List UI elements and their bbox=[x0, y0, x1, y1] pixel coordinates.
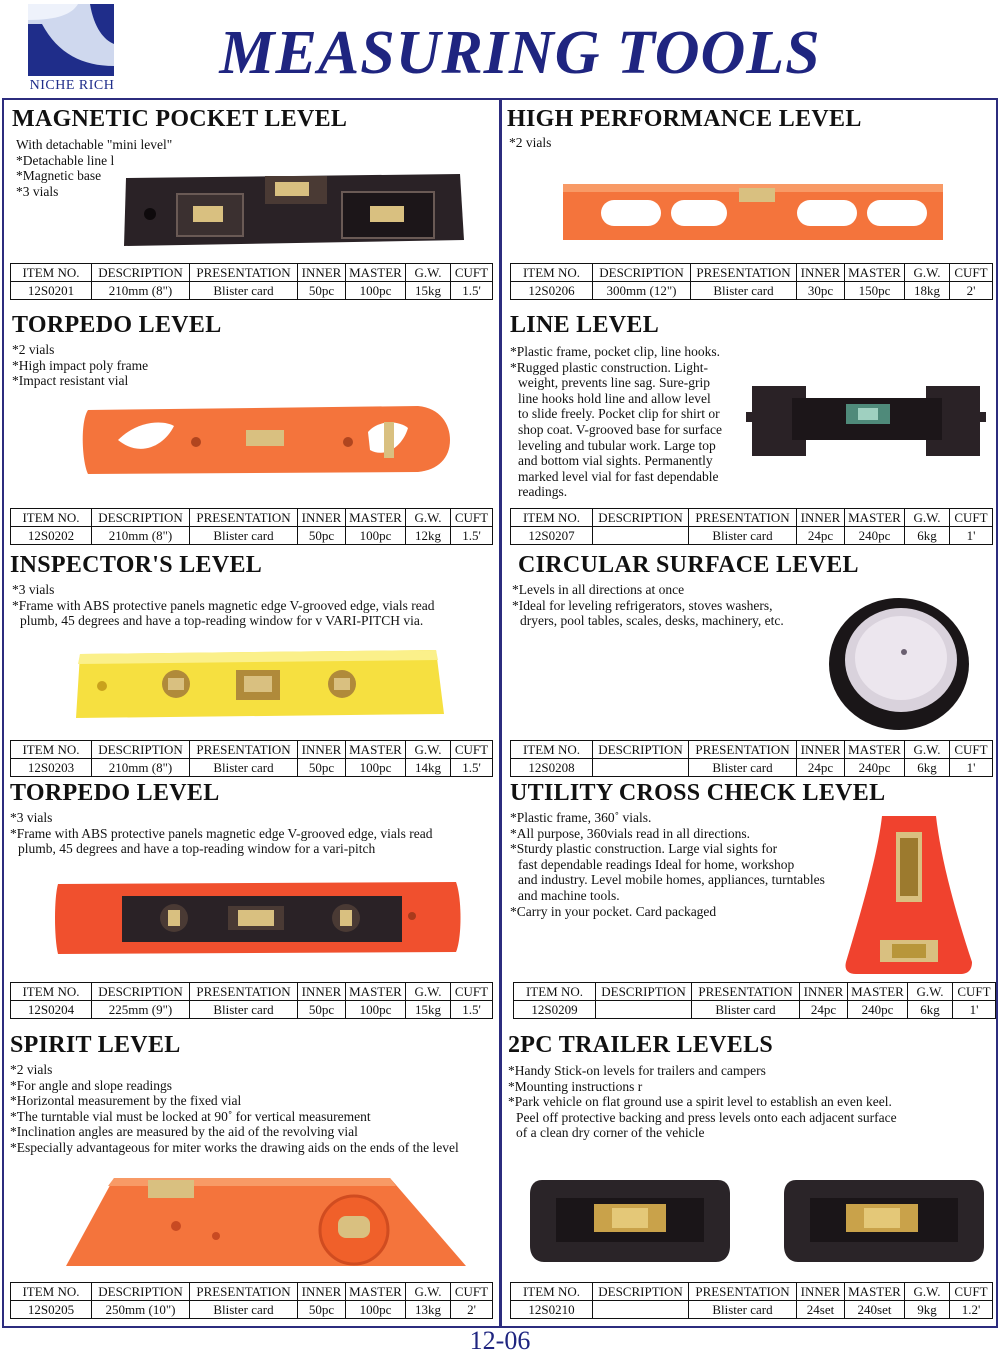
table-header-row: ITEM NO. DESCRIPTION PRESENTATION INNER MASTER G.W. CUFT bbox=[11, 1283, 493, 1301]
torpedo-level-image bbox=[78, 402, 454, 476]
product-title: 2PC TRAILER LEVELS bbox=[508, 1032, 774, 1058]
spec-table-12S0205 bbox=[10, 1282, 493, 1319]
table-row: 12S0203 210mm (8") Blister card 50pc 100pc 14kg 1.5' bbox=[11, 759, 493, 777]
product-description: *Plastic frame, 360˚ vials. *All purpose, 360vials read in all directions. *Sturdy plastic construction. Large vial sights for fast dependable readings Ideal for home, workshop and industry. Level mobile homes, appliances, turntables and machine tools. *Carry in your pocket. Card packaged bbox=[510, 810, 825, 919]
page-header bbox=[0, 0, 1000, 98]
product-title: HIGH PERFORMANCE LEVEL bbox=[507, 106, 862, 132]
table-header-row: ITEM NO. DESCRIPTION PRESENTATION INNER MASTER G.W. CUFT bbox=[11, 741, 493, 759]
column-divider bbox=[499, 98, 502, 1328]
torpedo-level-2-image bbox=[52, 878, 464, 958]
product-description: *Levels in all directions at once *Ideal for leveling refrigerators, stoves washers, dryers, pool tables, scales, desks, machinery, etc. bbox=[512, 582, 784, 629]
product-torpedo-level bbox=[12, 312, 496, 508]
page-title: MEASURING TOOLS bbox=[219, 19, 821, 87]
product-description: With detachable "mini level" *Detachable line l *Magnetic base *3 vials bbox=[16, 137, 173, 199]
product-circular-surface-level bbox=[510, 552, 996, 738]
product-description: *2 vials *High impact poly frame *Impact resistant vial bbox=[12, 342, 149, 389]
spec-table-12S0204 bbox=[10, 982, 493, 1019]
table-row: 12S0206 300mm (12") Blister card 30pc 150pc 18kg 2' bbox=[511, 282, 993, 300]
table-row: 12S0202 210mm (8") Blister card 50pc 100pc 12kg 1.5' bbox=[11, 527, 493, 545]
table-row: 12S0204 225mm (9") Blister card 50pc 100pc 15kg 1.5' bbox=[11, 1001, 493, 1019]
product-title: INSPECTOR'S LEVEL bbox=[10, 552, 263, 578]
table-header-row: ITEM NO. DESCRIPTION PRESENTATION INNER MASTER G.W. CUFT bbox=[11, 264, 493, 282]
spec-table-12S0202 bbox=[10, 508, 493, 545]
logo-wave-icon bbox=[28, 4, 114, 76]
table-header-row: ITEM NO. DESCRIPTION PRESENTATION INNER MASTER G.W. CUFT bbox=[11, 509, 493, 527]
spec-table-12S0201 bbox=[10, 263, 493, 300]
magnetic-pocket-level-image bbox=[120, 168, 466, 250]
spec-table-12S0208 bbox=[510, 740, 993, 777]
product-torpedo-level-2 bbox=[10, 780, 496, 980]
table-row: 12S0207 Blister card 24pc 240pc 6kg 1' bbox=[511, 527, 993, 545]
spec-table-12S0210 bbox=[510, 1282, 993, 1319]
table-row: 12S0205 250mm (10") Blister card 50pc 100pc 13kg 2' bbox=[11, 1301, 493, 1319]
high-performance-level-image bbox=[561, 178, 945, 244]
product-description: *Handy Stick-on levels for trailers and campers *Mounting instructions r *Park vehicle on flat ground use a spirit level to establish an even keel. Peel off protective backing and press levels onto each adjacent surface of a clean dry corner of the vehicle bbox=[508, 1063, 897, 1141]
product-description: *3 vials *Frame with ABS protective panels magnetic edge V-grooved edge, vials read plumb, 45 degrees and have a top-reading window for a vari-pitch bbox=[10, 810, 433, 857]
product-title: CIRCULAR SURFACE LEVEL bbox=[518, 552, 859, 578]
product-title: MAGNETIC POCKET LEVEL bbox=[12, 106, 348, 132]
trailer-level-image-1 bbox=[528, 1174, 732, 1266]
product-line-level bbox=[510, 312, 996, 508]
utility-cross-check-level-image bbox=[842, 812, 976, 976]
product-description: *2 vials bbox=[509, 135, 552, 150]
product-title: SPIRIT LEVEL bbox=[10, 1032, 181, 1058]
table-row: 12S0209 Blister card 24pc 240pc 6kg 1' bbox=[514, 1001, 996, 1019]
table-header-row: ITEM NO. DESCRIPTION PRESENTATION INNER MASTER G.W. CUFT bbox=[511, 509, 993, 527]
product-title: LINE LEVEL bbox=[510, 312, 660, 338]
spec-table-12S0206 bbox=[510, 263, 993, 300]
table-header-row: ITEM NO. DESCRIPTION PRESENTATION INNER MASTER G.W. CUFT bbox=[511, 1283, 993, 1301]
spec-table-12S0207 bbox=[510, 508, 993, 545]
product-title: TORPEDO LEVEL bbox=[10, 780, 220, 806]
product-title: UTILITY CROSS CHECK LEVEL bbox=[510, 780, 886, 806]
table-header-row: ITEM NO. DESCRIPTION PRESENTATION INNER MASTER G.W. CUFT bbox=[514, 983, 996, 1001]
product-title: TORPEDO LEVEL bbox=[12, 312, 222, 338]
inspectors-level-image bbox=[72, 648, 448, 722]
product-utility-cross-check-level bbox=[510, 780, 996, 980]
table-header-row: ITEM NO. DESCRIPTION PRESENTATION INNER MASTER G.W. CUFT bbox=[11, 983, 493, 1001]
spirit-level-image bbox=[64, 1170, 468, 1274]
product-description: *3 vials *Frame with ABS protective panels magnetic edge V-grooved edge, vials read plumb, 45 degrees and have a top-reading window for v VARI-PITCH via. bbox=[12, 582, 435, 629]
circular-surface-level-image bbox=[826, 594, 972, 734]
niche-rich-logo bbox=[22, 4, 122, 96]
table-header-row: ITEM NO. DESCRIPTION PRESENTATION INNER MASTER G.W. CUFT bbox=[511, 264, 993, 282]
table-row: 12S0208 Blister card 24pc 240pc 6kg 1' bbox=[511, 759, 993, 777]
table-header-row: ITEM NO. DESCRIPTION PRESENTATION INNER MASTER G.W. CUFT bbox=[511, 741, 993, 759]
product-description: *2 vials *For angle and slope readings *Horizontal measurement by the fixed vial *The turntable vial must be locked at 90˚ for vertical measurement *Inclination angles are measured by the aid of the revolving vial *Especially advantageous for miter works the drawing aids on the ends of the level bbox=[10, 1062, 459, 1155]
spec-table-12S0203 bbox=[10, 740, 493, 777]
table-row: 12S0201 210mm (8") Blister card 50pc 100pc 15kg 1.5' bbox=[11, 282, 493, 300]
line-level-image bbox=[746, 374, 986, 472]
trailer-level-image-2 bbox=[782, 1174, 986, 1266]
product-description: *Plastic frame, pocket clip, line hooks. *Rugged plastic construction. Light- weight, prevents line sag. Sure-grip line hooks hold line and allow level to slide freely. Pocket clip for shirt or shop coat. V-grooved base for surface leveling and tubular work. Large top and bottom vial sights. Permanently marked level vial for fast dependable readings. bbox=[510, 344, 722, 500]
product-spirit-level bbox=[10, 1032, 498, 1282]
page-number: 12-06 bbox=[469, 1326, 531, 1353]
spec-table-12S0209 bbox=[513, 982, 996, 1019]
product-inspectors-level bbox=[10, 552, 496, 738]
table-row: 12S0210 Blister card 24set 240set 9kg 1.2' bbox=[511, 1301, 993, 1319]
product-2pc-trailer-levels bbox=[508, 1032, 996, 1282]
brand-name: NICHE RICH bbox=[29, 78, 115, 93]
